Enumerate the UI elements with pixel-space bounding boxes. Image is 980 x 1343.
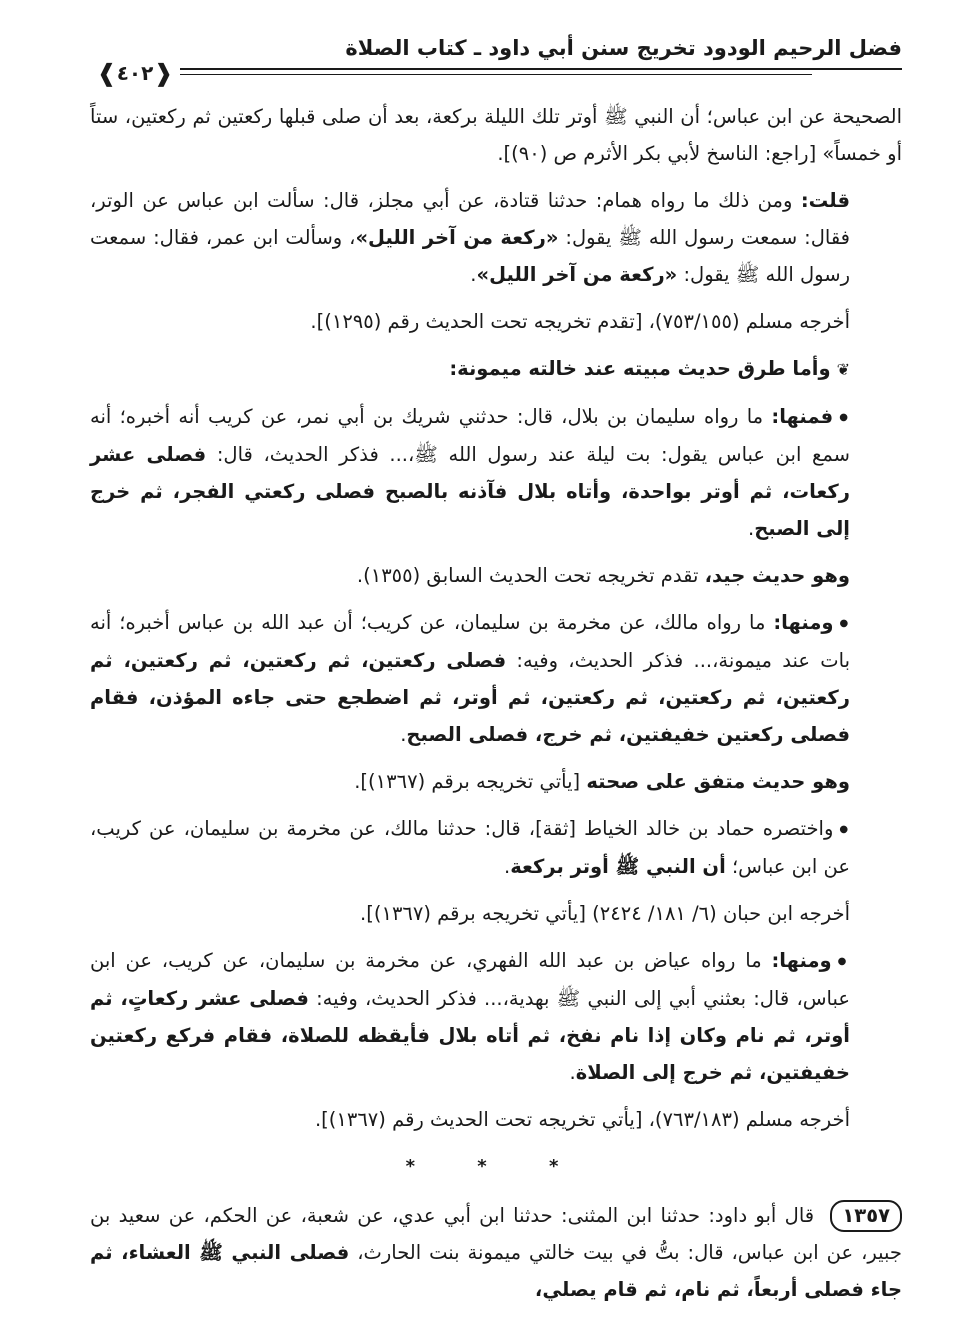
citation: أخرجه مسلم (٧٦٣/١٨٣)، [يأتي تخريجه تحت الحديث رقم (١٣٦٧)]. — [314, 1108, 850, 1131]
bullet-icon — [833, 817, 850, 840]
document-page — [90, 0, 902, 1343]
paragraph: الصحيحة عن ابن عباس؛ أن النبي ﷺ أوتر تلك الليلة بركعة، بعد أن صلى قبلها ركعتين ثم ركعتين، ستاً أو خمساً» [راجع: الناسخ لأبي بكر الأثرم ص (٩٠)]. — [90, 105, 902, 165]
hadith-paragraph: ١٣٥٧ قال أبو داود: حدثنا ابن المثنى: حدثنا ابن أبي عدي، عن شعبة، عن الحكم، عن سعيد بن جبير، عن ابن عباس، قال: بتُّ في بيت خالتي ميمونة بنت الحارث، فصلى النبي ﷺ العشاء، ثم جاء فصلى أربعاً، ثم نام، ثم قام يصلي، — [90, 1197, 902, 1308]
hadith-number: ١٣٥٧ — [830, 1200, 902, 1232]
page-header — [90, 28, 902, 98]
bracket-right-icon: ❱ — [96, 59, 117, 87]
page-number-badge — [90, 56, 180, 90]
bullet-icon — [833, 405, 850, 428]
leaf-icon: ❦ — [836, 360, 850, 379]
paragraph: ● واختصره حماد بن خالد الخياط [ثقة]، قال: حدثنا مالك، عن مخرمة بن سليمان، عن كريب، عن ابن عباس؛ أن النبي ﷺ أوتر بركعة. — [90, 810, 902, 885]
section-heading: ❦وأما طرق حديث مبيته عند خالته ميمونة: — [449, 357, 850, 380]
citation: أخرجه مسلم (٧٥٣/١٥٥)، [تقدم تخريجه تحت الحديث رقم (١٢٩٥)]. — [310, 310, 850, 333]
paragraph: وهو حديث متفق على صحته [يأتي تخريجه برقم (١٣٦٧)]. — [354, 770, 850, 793]
paragraph: وهو حديث جيد، تقدم تخريجه تحت الحديث السابق (١٣٥٥). — [356, 564, 850, 587]
paragraph: ● ومنها: ما رواه مالك، عن مخرمة بن سليمان، عن كريب؛ أن عبد الله بن عباس أخبره؛ أنه بات عند ميمونة،... فذكر الحديث، وفيه: فصلى ركعتين، ثم ركعتين، ثم ركعتين، ثم ركعتين، ثم ركعتين، ثم ركعتين، ثم أوتر، ثم اضطجع حتى جاءه المؤذن، فقام فصلى ركعتين خفيفتين، ثم خرج، فصلى الصبح. — [90, 604, 902, 753]
paragraph: ● فمنها: ما رواه سليمان بن بلال، قال: حدثني شريك بن أبي نمر، عن كريب أنه أخبره؛ أنه سمع ابن عباس يقول: بت ليلة عند رسول الله ﷺ،... فذكر الحديث، قال: فصلى عشر ركعات، ثم أوتر بواحدة، وأتاه بلال فآذنه بالصبح فصلى ركعتي الفجر، ثم خرج إلى الصبح. — [90, 398, 902, 547]
header-rule-thin — [90, 74, 812, 75]
paragraph: قلت: ومن ذلك ما رواه همام: حدثنا قتادة، عن أبي مجلز، قال: سألت ابن عباس عن الوتر، فقال: سمعت رسول الله ﷺ يقول: «ركعة من آخر الليل»، وسألت ابن عمر، فقال: سمعت رسول الله ﷺ يقول: «ركعة من آخر الليل». — [90, 189, 850, 286]
bullet-icon — [834, 611, 850, 634]
bracket-left-icon: ❰ — [153, 59, 174, 87]
page-number: ٤٠٢ — [116, 61, 154, 85]
page-body — [90, 98, 902, 1318]
header-rule — [90, 68, 902, 70]
running-title: فضل الرحيم الودود تخريج سنن أبي داود ـ كتاب الصلاة — [345, 36, 902, 60]
paragraph: ● ومنها: ما رواه عياض بن عبد الله الفهري، عن مخرمة بن سليمان، عن كريب، عن ابن عباس، قال: بعثني أبي إلى النبي ﷺ بهدية،... فذكر الحديث، وفيه: فصلى عشر ركعاتٍ، ثم أوتر، ثم نام وكان إذا نام نفخ، ثم أتاه بلال فأيقظه للصلاة، فقام فركع ركعتين خفيفتين، ثم خرج إلى الصلاة. — [90, 942, 902, 1091]
bullet-icon — [832, 949, 850, 972]
section-divider: * * * — [405, 1156, 587, 1177]
citation: أخرجه ابن حبان (٦/ ١٨١/ ٢٤٢٤) [يأتي تخريجه برقم (١٣٦٧)]. — [360, 902, 850, 925]
